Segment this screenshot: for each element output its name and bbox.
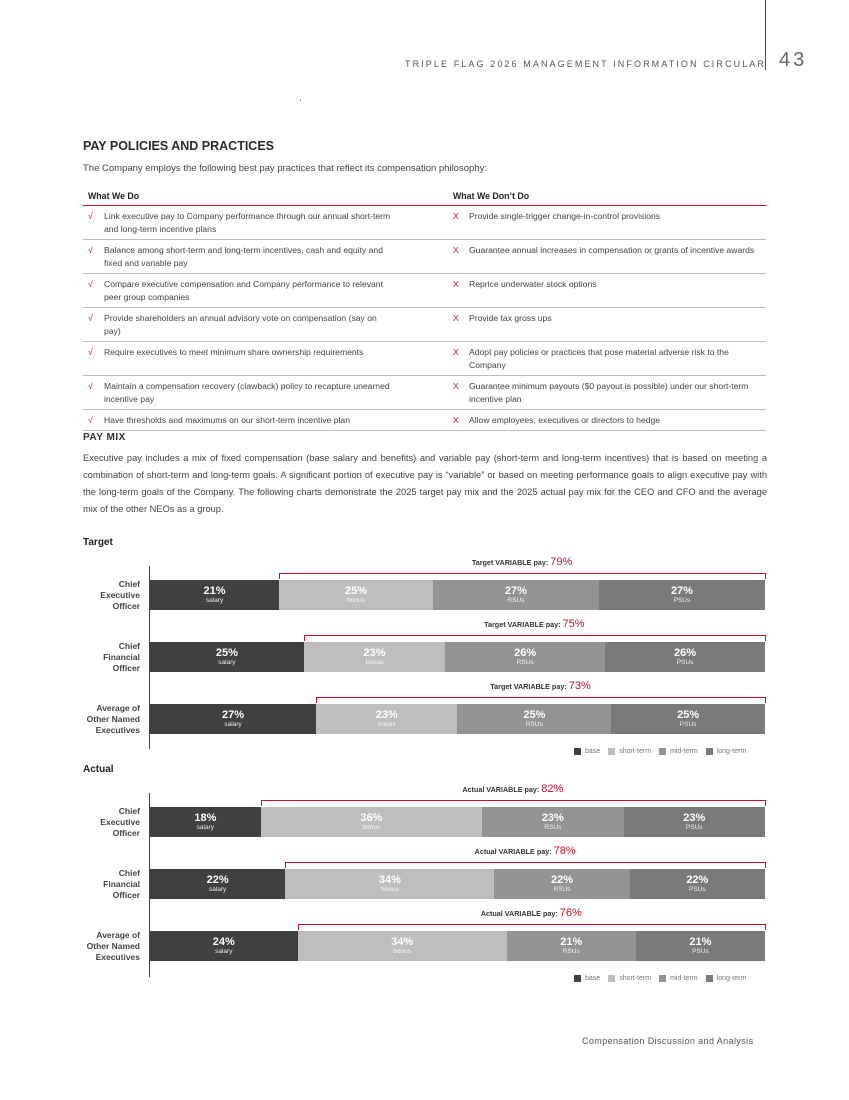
segment-percent: 25% bbox=[677, 709, 700, 721]
practice-row bbox=[83, 206, 766, 240]
bar-segment-base bbox=[150, 704, 316, 734]
what-we-do-text: Maintain a compensation recovery (clawback) policy to recapture unearned incentive pay bbox=[104, 381, 390, 404]
row-label-line: Other Named bbox=[86, 713, 140, 724]
row-label bbox=[83, 579, 140, 612]
legend-swatch bbox=[706, 748, 713, 755]
segment-label: bonus bbox=[365, 659, 384, 666]
segment-percent: 23% bbox=[363, 647, 386, 659]
row-label-line: Executive bbox=[100, 816, 140, 827]
segment-label: salary bbox=[205, 597, 224, 604]
variable-pay-value: 78% bbox=[553, 845, 576, 857]
segment-percent: 21% bbox=[203, 585, 226, 597]
segment-label: salary bbox=[208, 886, 227, 893]
check-icon: √ bbox=[88, 245, 93, 255]
legend-label: long-term bbox=[716, 748, 747, 755]
row-label-line: Officer bbox=[112, 889, 140, 900]
what-we-do-cell bbox=[83, 240, 448, 274]
bar-segment-long-term bbox=[630, 869, 765, 899]
bar-segment-mid-term bbox=[507, 931, 636, 961]
segment-percent: 21% bbox=[560, 936, 583, 948]
segment-label: bonus bbox=[393, 948, 411, 955]
legend-item bbox=[706, 748, 747, 755]
chart-title: Target bbox=[83, 537, 113, 548]
what-we-dont-do-text: Allow employees, executives or directors to hedge bbox=[469, 415, 661, 425]
row-label-line: Chief bbox=[118, 640, 140, 651]
variable-pay-text: Target VARIABLE pay: bbox=[490, 682, 569, 691]
check-icon: √ bbox=[88, 415, 93, 425]
variable-pay-label bbox=[481, 907, 582, 919]
bar-segment-short-term bbox=[298, 931, 507, 961]
row-label bbox=[83, 868, 140, 901]
legend-label: mid-term bbox=[670, 975, 698, 982]
segment-percent: 34% bbox=[391, 936, 414, 948]
stacked-bar bbox=[150, 869, 765, 899]
segment-label: PSUs bbox=[673, 597, 691, 604]
legend-swatch bbox=[574, 748, 581, 755]
legend-label: base bbox=[585, 748, 601, 755]
bar-segment-mid-term bbox=[445, 642, 605, 672]
bar-segment-base bbox=[150, 869, 285, 899]
what-we-dont-do-cell bbox=[448, 342, 766, 376]
segment-label: salary bbox=[224, 721, 242, 728]
segment-percent: 27% bbox=[670, 585, 693, 597]
variable-pay-bracket bbox=[316, 697, 766, 703]
segment-percent: 25% bbox=[215, 647, 238, 659]
what-we-dont-do-cell bbox=[448, 308, 766, 342]
legend-item bbox=[706, 975, 747, 982]
chart-title: Actual bbox=[83, 764, 114, 775]
row-label-line: Executive bbox=[100, 589, 140, 600]
x-icon: X bbox=[453, 279, 459, 289]
legend-swatch bbox=[706, 975, 713, 982]
segment-label: RSUs bbox=[525, 721, 543, 728]
practice-row bbox=[83, 376, 766, 410]
bar-segment-mid-term bbox=[494, 869, 629, 899]
variable-pay-text: Actual VARIABLE pay: bbox=[474, 847, 554, 856]
legend-item bbox=[574, 748, 600, 755]
variable-pay-value: 79% bbox=[550, 556, 573, 568]
segment-percent: 21% bbox=[689, 936, 712, 948]
what-we-do-text: Link executive pay to Company performance through our annual short-term and long-term incentive plans bbox=[104, 211, 391, 234]
variable-pay-label bbox=[484, 618, 584, 630]
legend-item bbox=[574, 975, 600, 982]
segment-percent: 25% bbox=[523, 709, 546, 721]
legend-item bbox=[608, 975, 651, 982]
what-we-dont-do-text: Guarantee annual increases in compensation or grants of incentive awards bbox=[469, 245, 755, 255]
practice-row bbox=[83, 342, 766, 376]
bar-segment-short-term bbox=[279, 580, 433, 610]
variable-pay-label bbox=[475, 845, 576, 857]
segment-percent: 27% bbox=[222, 709, 245, 721]
section-intro: The Company employs the following best pay practices that reflect its compensation philosophy: bbox=[83, 163, 487, 174]
segment-percent: 36% bbox=[360, 812, 383, 824]
what-we-do-text: Balance among short-term and long-term incentives, cash and equity and fixed and variable pay bbox=[104, 245, 383, 268]
x-icon: X bbox=[453, 211, 459, 221]
segment-percent: 24% bbox=[212, 936, 235, 948]
bar-segment-short-term bbox=[261, 807, 482, 837]
row-label-line: Financial bbox=[103, 878, 140, 889]
variable-pay-value: 73% bbox=[568, 680, 591, 692]
bar-segment-short-term bbox=[285, 869, 494, 899]
what-we-dont-do-text: Provide single-trigger change-in-control provisions bbox=[469, 211, 661, 221]
bar-segment-base bbox=[150, 580, 279, 610]
what-we-dont-do-cell bbox=[448, 410, 766, 431]
variable-pay-value: 75% bbox=[562, 618, 585, 630]
segment-label: bonus bbox=[377, 721, 396, 728]
variable-pay-bracket bbox=[298, 924, 766, 930]
x-icon: X bbox=[453, 313, 459, 323]
bar-segment-long-term bbox=[599, 580, 765, 610]
what-we-do-cell bbox=[83, 410, 448, 431]
segment-label: salary bbox=[215, 948, 233, 955]
what-we-do-cell bbox=[83, 342, 448, 376]
bar-segment-base bbox=[150, 642, 304, 672]
segment-label: PSUs bbox=[676, 659, 694, 666]
bar-segment-long-term bbox=[605, 642, 765, 672]
bar-segment-long-term bbox=[611, 704, 765, 734]
legend-swatch bbox=[574, 975, 581, 982]
check-icon: √ bbox=[88, 381, 93, 391]
legend-label: short-term bbox=[619, 748, 652, 755]
row-label-line: Chief bbox=[118, 805, 140, 816]
segment-percent: 25% bbox=[345, 585, 368, 597]
bar-segment-mid-term bbox=[433, 580, 599, 610]
bar-segment-long-term bbox=[636, 931, 765, 961]
segment-percent: 23% bbox=[541, 812, 564, 824]
variable-pay-bracket bbox=[279, 573, 766, 579]
legend-label: mid-term bbox=[670, 748, 698, 755]
variable-pay-text: Actual VARIABLE pay: bbox=[480, 909, 560, 918]
what-we-do-text: Have thresholds and maximums on our short-term incentive plan bbox=[104, 415, 350, 425]
stacked-bar bbox=[150, 580, 765, 610]
row-label-line: Officer bbox=[112, 600, 140, 611]
variable-pay-label bbox=[462, 783, 563, 795]
row-label-line: Financial bbox=[103, 651, 140, 662]
segment-label: PSUs bbox=[685, 824, 703, 831]
row-label bbox=[83, 703, 140, 736]
row-label-line: Executives bbox=[95, 724, 140, 735]
segment-percent: 22% bbox=[551, 874, 574, 886]
check-icon: √ bbox=[88, 347, 93, 357]
segment-label: salary bbox=[196, 824, 215, 831]
segment-label: RSUs bbox=[562, 948, 580, 955]
pay-mix-paragraph: Executive pay includes a mix of fixed compensation (base salary and benefits) and variable pay (short-term and long-term incentives) that is based on meeting a combination of short-term and long-term goals. A significant portion of executive pay is “variable” or based on meeting performance goals to align executive pay with the long-term goals of the Company. The following charts demonstrate the 2025 target pay mix and the 2025 actual pay mix for the CEO and CFO and the average mix of the other NEOs as a group. bbox=[83, 453, 767, 514]
bar-segment-mid-term bbox=[482, 807, 623, 837]
what-we-dont-do-text: Adopt pay policies or practices that pose material adverse risk to the Company bbox=[469, 347, 729, 370]
column-header-what-we-dont-do: What We Don’t Do bbox=[448, 189, 766, 206]
variable-pay-value: 82% bbox=[541, 783, 564, 795]
legend-swatch bbox=[608, 748, 615, 755]
page-number: 43 bbox=[779, 49, 808, 71]
what-we-dont-do-cell bbox=[448, 274, 766, 308]
what-we-dont-do-cell bbox=[448, 376, 766, 410]
what-we-do-text: Compare executive compensation and Company performance to relevant peer group companies bbox=[104, 279, 383, 302]
segment-label: RSUs bbox=[507, 597, 525, 604]
what-we-do-text: Provide shareholders an annual advisory vote on compensation (say on pay) bbox=[104, 313, 377, 336]
variable-pay-label bbox=[490, 680, 590, 692]
segment-label: salary bbox=[218, 659, 236, 666]
row-label-line: Officer bbox=[112, 662, 140, 673]
segment-percent: 23% bbox=[683, 812, 706, 824]
what-we-do-cell bbox=[83, 376, 448, 410]
segment-percent: 26% bbox=[674, 647, 697, 659]
what-we-dont-do-cell bbox=[448, 240, 766, 274]
variable-pay-bracket bbox=[304, 635, 766, 641]
what-we-do-cell bbox=[83, 206, 448, 240]
row-label bbox=[83, 806, 140, 839]
what-we-do-cell bbox=[83, 274, 448, 308]
bar-segment-short-term bbox=[304, 642, 445, 672]
segment-label: PSUs bbox=[679, 721, 697, 728]
segment-percent: 27% bbox=[504, 585, 527, 597]
segment-label: RSUs bbox=[516, 659, 534, 666]
check-icon: √ bbox=[88, 211, 93, 221]
x-icon: X bbox=[453, 347, 459, 357]
legend-swatch bbox=[659, 748, 666, 755]
segment-label: bonus bbox=[362, 824, 381, 831]
what-we-dont-do-text: Guarantee minimum payouts ($0 payout is possible) under our short-term incentive plan bbox=[469, 381, 749, 404]
segment-percent: 18% bbox=[194, 812, 217, 824]
what-we-do-cell bbox=[83, 308, 448, 342]
variable-pay-bracket bbox=[261, 800, 766, 806]
segment-label: RSUs bbox=[553, 886, 571, 893]
segment-label: RSUs bbox=[544, 824, 562, 831]
row-label-line: Chief bbox=[118, 578, 140, 589]
row-label bbox=[83, 930, 140, 963]
legend-label: short-term bbox=[619, 975, 652, 982]
check-icon: √ bbox=[88, 279, 93, 289]
x-icon: X bbox=[453, 415, 459, 425]
section-title: PAY POLICIES AND PRACTICES bbox=[83, 139, 275, 153]
practice-row bbox=[83, 274, 766, 308]
page-footer: Compensation Discussion and Analysis bbox=[582, 1036, 754, 1046]
legend-item bbox=[608, 748, 651, 755]
x-icon: X bbox=[453, 381, 459, 391]
variable-pay-text: Actual VARIABLE pay: bbox=[462, 785, 542, 794]
header-title: TRIPLE FLAG 2026 MANAGEMENT INFORMATION CIRCULAR bbox=[405, 59, 767, 69]
segment-label: bonus bbox=[380, 886, 399, 893]
row-label bbox=[83, 641, 140, 674]
row-label-line: Other Named bbox=[86, 940, 140, 951]
legend-item bbox=[659, 975, 698, 982]
chart-legend bbox=[574, 748, 746, 755]
stacked-bar bbox=[150, 642, 765, 672]
stray-dot bbox=[300, 100, 301, 101]
row-label-line: Average of bbox=[96, 929, 140, 940]
bar-segment-long-term bbox=[624, 807, 765, 837]
row-label-line: Chief bbox=[118, 867, 140, 878]
practice-row bbox=[83, 410, 766, 431]
segment-label: bonus bbox=[347, 597, 365, 604]
segment-label: PSUs bbox=[689, 886, 706, 893]
column-header-what-we-do: What We Do bbox=[83, 189, 448, 206]
pay-mix-heading: PAY MIX bbox=[83, 432, 126, 443]
what-we-do-text: Require executives to meet minimum share ownership requirements bbox=[104, 347, 364, 357]
legend-label: base bbox=[585, 975, 601, 982]
segment-percent: 23% bbox=[375, 709, 398, 721]
stacked-bar bbox=[150, 931, 765, 961]
bar-segment-base bbox=[150, 931, 298, 961]
pay-practices-table bbox=[83, 189, 766, 431]
row-label-line: Officer bbox=[112, 827, 140, 838]
legend-swatch bbox=[659, 975, 666, 982]
stacked-bar bbox=[150, 807, 765, 837]
variable-pay-bracket bbox=[285, 862, 766, 868]
row-label-line: Average of bbox=[96, 702, 140, 713]
x-icon: X bbox=[453, 245, 459, 255]
legend-label: long-term bbox=[716, 975, 747, 982]
pay-practices-body bbox=[83, 206, 766, 431]
legend-swatch bbox=[608, 975, 615, 982]
chart-legend bbox=[574, 975, 746, 982]
variable-pay-text: Target VARIABLE pay: bbox=[484, 620, 563, 629]
what-we-dont-do-cell bbox=[448, 206, 766, 240]
practice-row bbox=[83, 308, 766, 342]
bar-segment-short-term bbox=[316, 704, 457, 734]
variable-pay-value: 76% bbox=[559, 907, 582, 919]
bar-segment-mid-term bbox=[457, 704, 611, 734]
legend-item bbox=[659, 748, 698, 755]
practice-row bbox=[83, 240, 766, 274]
segment-percent: 22% bbox=[686, 874, 709, 886]
what-we-dont-do-text: Provide tax gross ups bbox=[469, 313, 552, 323]
segment-percent: 34% bbox=[378, 874, 401, 886]
stacked-bar bbox=[150, 704, 765, 734]
variable-pay-label bbox=[472, 556, 572, 568]
bar-segment-base bbox=[150, 807, 261, 837]
segment-label: PSUs bbox=[692, 948, 709, 955]
segment-percent: 22% bbox=[206, 874, 229, 886]
what-we-dont-do-text: Reprice underwater stock options bbox=[469, 279, 597, 289]
check-icon: √ bbox=[88, 313, 93, 323]
row-label-line: Executives bbox=[95, 951, 140, 962]
segment-percent: 26% bbox=[514, 647, 537, 659]
variable-pay-text: Target VARIABLE pay: bbox=[471, 558, 551, 567]
